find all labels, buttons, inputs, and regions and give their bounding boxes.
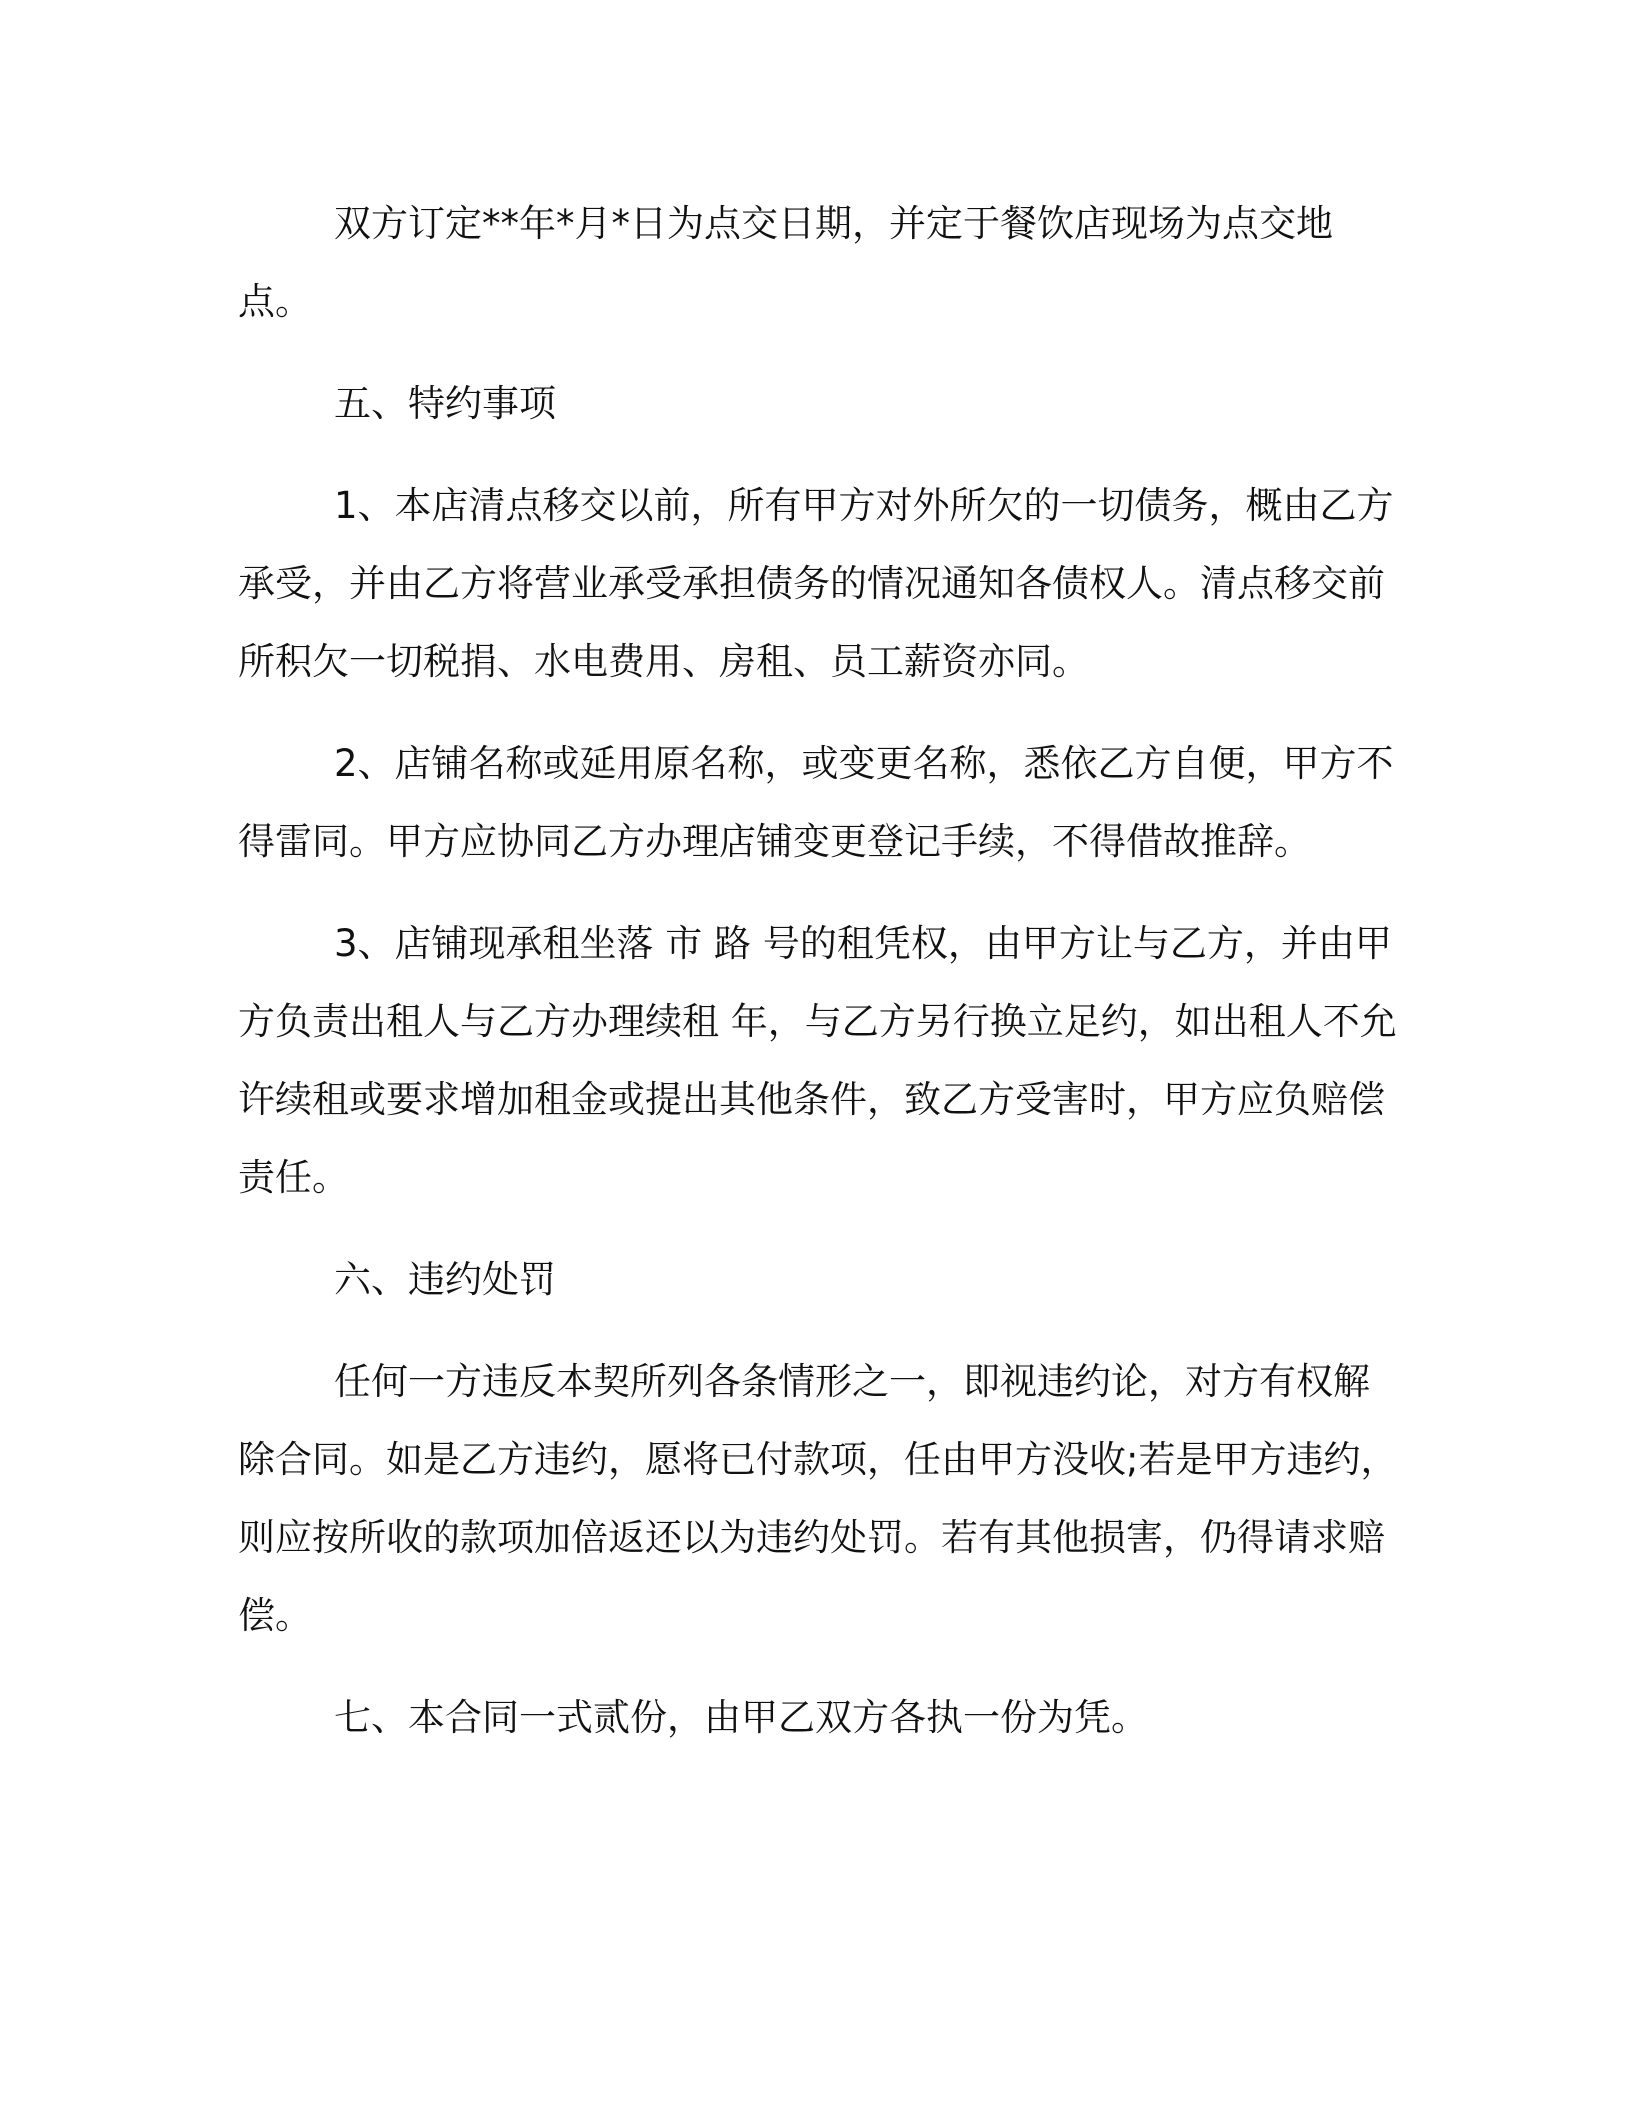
document-body [238,185,1398,1781]
clause-5-3: 3、店铺现承租坐落 市 路 号的租凭权，由甲方让与乙方，并由甲方负责出租人与乙方办理续租 年，与乙方另行换立足约，如出租人不允许续租或要求增加租金或提出其他条件，致乙方受害时，甲方应负赔偿责任。 [238,922,1397,1199]
section-six-heading: 六、违约处罚 [334,1258,556,1301]
handover-date-paragraph: 双方订定**年*月*日为点交日期，并定于餐饮店现场为点交地点。 [238,202,1333,323]
section-five-heading: 五、特约事项 [334,382,556,425]
section-seven-paragraph: 七、本合同一式贰份，由甲乙双方各执一份为凭。 [334,1696,1148,1739]
clause-5-2: 2、店铺名称或延用原名称，或变更名称，悉依乙方自便，甲方不得雷同。甲方应协同乙方办理店铺变更登记手续，不得借故推辞。 [238,742,1394,863]
breach-penalty-paragraph: 任何一方违反本契所列各条情形之一，即视违约论，对方有权解除合同。如是乙方违约，愿将已付款项，任由甲方没收;若是甲方违约，则应按所收的款项加倍返还以为违约处罚。若有其他损害，仍得请求赔偿。 [238,1360,1398,1637]
clause-5-1: 1、本店清点移交以前，所有甲方对外所欠的一切债务，概由乙方承受，并由乙方将营业承受承担债务的情况通知各债权人。清点移交前所积欠一切税捐、水电费用、房租、员工薪资亦同。 [238,484,1394,683]
